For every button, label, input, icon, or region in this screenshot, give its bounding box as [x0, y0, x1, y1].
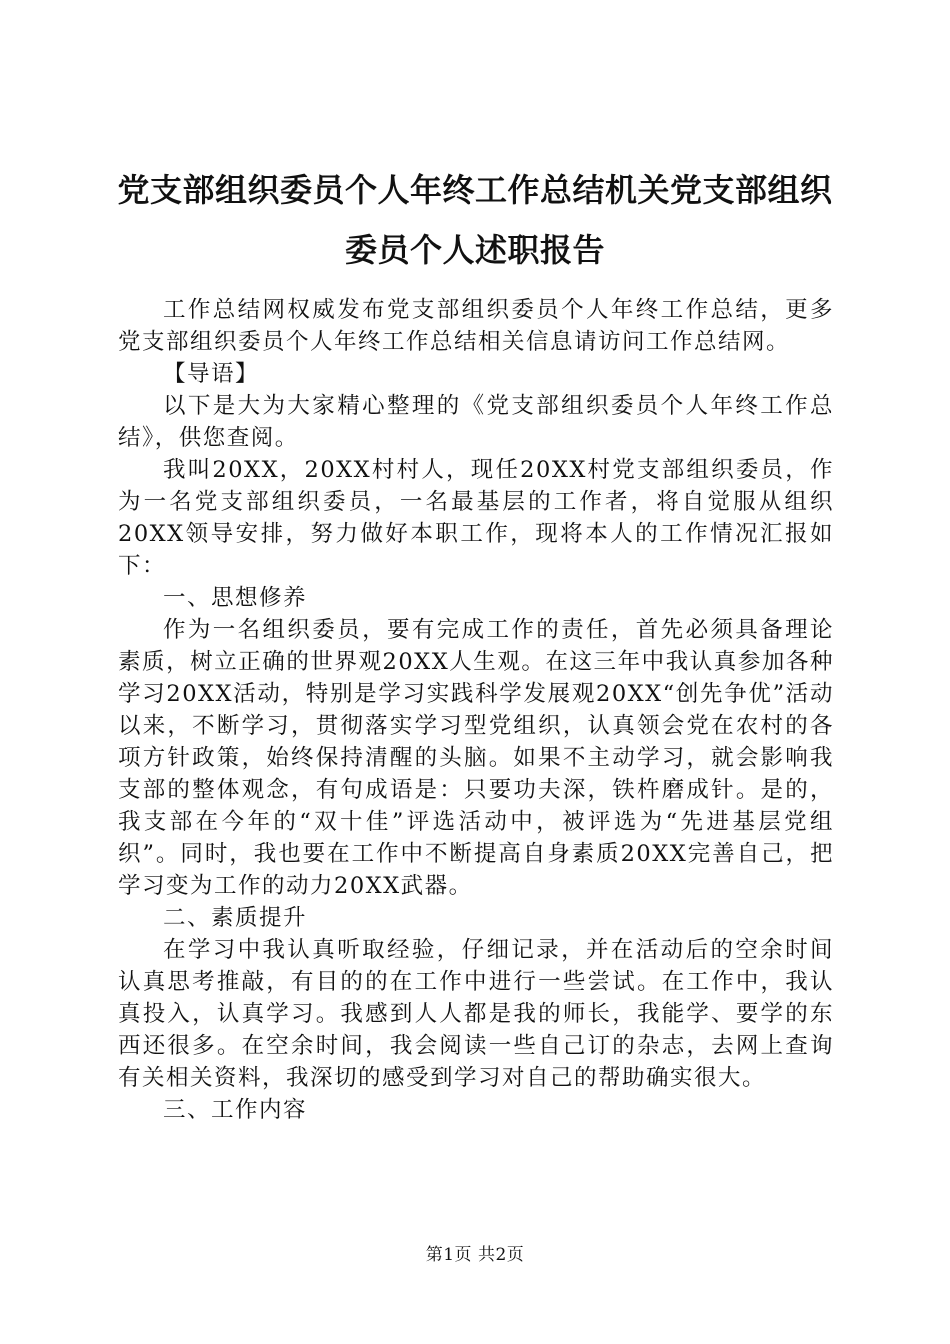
paragraph-intro: 工作总结网权威发布党支部组织委员个人年终工作总结，更多党支部组织委员个人年终工作总结相关信息请访问工作总结网。 [118, 297, 834, 355]
section-heading-1: 一、思想修养 [163, 585, 308, 611]
section-heading-3: 三、工作内容 [163, 1097, 308, 1123]
paragraph-self-intro: 我叫20XX，20XX村村人，现任20XX村党支部组织委员，作为一名党支部组织委员，一名最基层的工作者，将自觉服从组织20XX领导安排，努力做好本职工作，现将本人的工作情况汇报如下： [118, 457, 834, 579]
page-footer: 第1页 共2页 [425, 1245, 525, 1265]
paragraph-section-2: 在学习中我认真听取经验，仔细记录，并在活动后的空余时间认真思考推敲，有目的的在工作中进行一些尝试。在工作中，我认真投入，认真学习。我感到人人都是我的师长，我能学、要学的东西还很多。在空余时间，我会阅读一些自己订的杂志，去网上查询有关相关资料，我深切的感受到学习对自己的帮助确实很大。 [118, 937, 834, 1091]
document-body [118, 294, 834, 1126]
section-heading-2: 二、素质提升 [163, 905, 308, 931]
paragraph-lead-heading: 【导语】 [163, 361, 260, 387]
paragraph-lead: 以下是大为大家精心整理的《党支部组织委员个人年终工作总结》，供您查阅。 [118, 393, 834, 451]
paragraph-section-1: 作为一名组织委员，要有完成工作的责任，首先必须具备理论素质，树立正确的世界观20XX人生观。在这三年中我认真参加各种学习20XX活动，特别是学习实践科学发展观20XX“创先争优”活动以来，不断学习，贯彻落实学习型党组织，认真领会党在农村的各项方针政策，始终保持清醒的头脑。如果不主动学习，就会影响我支部的整体观念，有句成语是：只要功夫深，铁杵磨成针。是的，我支部在今年的“双十佳”评选活动中，被评选为“先进基层党组织”。同时，我也要在工作中不断提高自身素质20XX完善自己，把学习变为工作的动力20XX武器。 [118, 617, 834, 899]
document-title: 党支部组织委员个人年终工作总结机关党支部组织委员个人述职报告 [117, 171, 833, 269]
